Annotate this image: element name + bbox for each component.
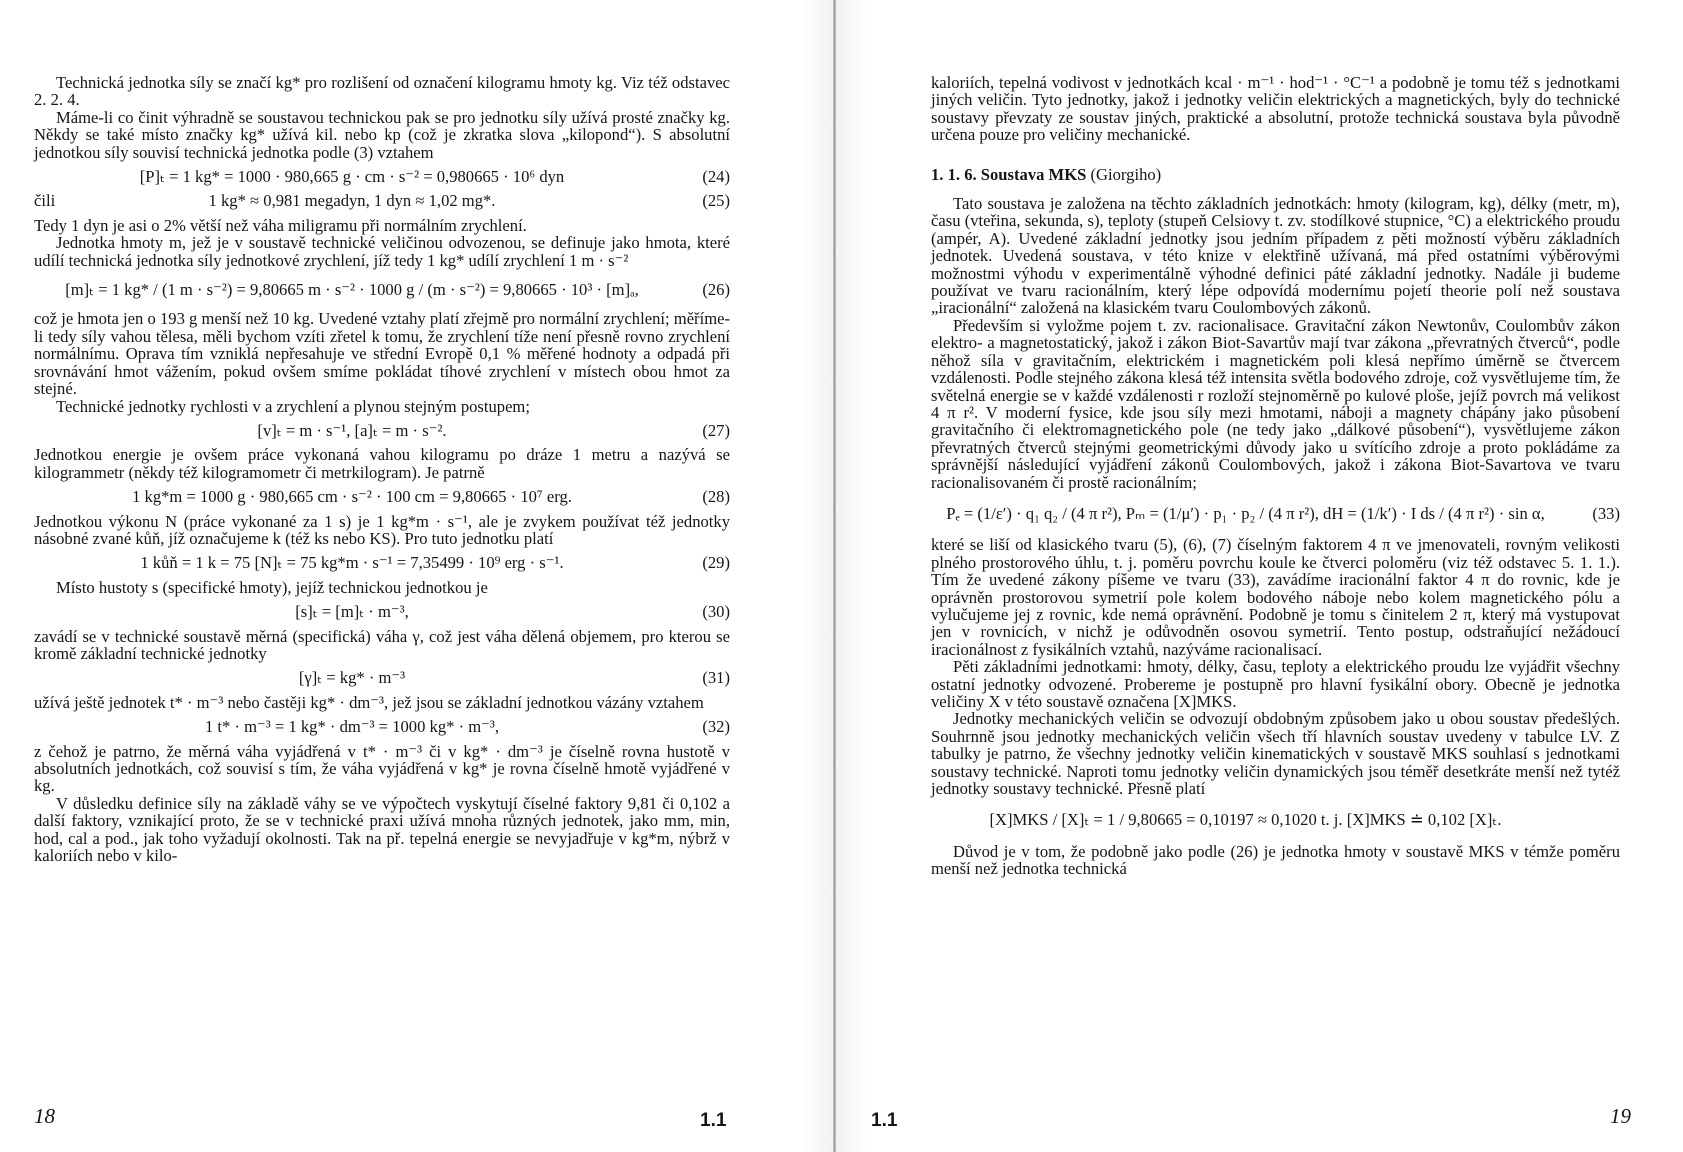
- section-mark: 1.1: [871, 1110, 898, 1131]
- equation-final: [931, 811, 1620, 828]
- equation-number: (28): [702, 487, 730, 507]
- equation-31: [34, 669, 730, 686]
- page-number: 18: [34, 1104, 55, 1128]
- paragraph: které se liší od klasického tvaru (5), (6), (7) číselným faktorem 4 π ve jmenovateli, rovným velikosti plného prostorového úhlu, t. j. poměru povrchu koule ke čtverci poloměru (viz též odstavec 5. 1. 1.). Tím že uvedené zákony píšeme ve tvaru (33), zavádíme iracionální faktor 4 π do rovnic, kde je oprávněn prostorovou symetrií pole kolem bodového náboje nebo kolem magnetického pólu a vylučujeme jej z rovnic, kde nemá oprávnění. Podobně je tomu s činitelem 2 π, který má vystupovat jen v rovnicích, v nichž je odůvodněn osovou symetrií. Tento postup, odstraňující nežádoucí iracionálnost z fysikálních vztahů, nazýváme racionalisací.: [931, 535, 1620, 659]
- equation-27: [34, 422, 730, 439]
- paragraph: Především si vyložme pojem t. zv. racionalisace. Gravitační zákon Newtonův, Coulombův zákon elektro- a magnetostatický, jakož i zákon Biot-Savartův mají tvar zákona „převratných čtverců“, podle něhož síla v gravitačním, elektrickém i magnetickém poli klesá nepřímo úměrně se čtvercem vzdálenosti. Podle stejného zákona klesá též intensita světla bodového zdroje, což vysvětlujeme tím, že světelná energie se v každé vzdálenosti r rozloží stejnoměrně po kulové ploše, jejíž povrch má velikost 4 π r². V moderní fysice, kde jsou síly mezi hmotami, náboji a magnety chápány jako působení gravitačního či elektromagnetického pole (ne tedy jako „dálkové působení“), vysvětlujeme zákon převratných čtverců stejnými geometrickými důvody jako u svítícího zdroje a proto pokládáme za správnější následující vyjádření zákonů Coulombových, jakož i zákona Biot-Savartova ve tvaru racionalisovaném či prostě racionálním;: [931, 315, 1620, 492]
- equation-33: [931, 505, 1620, 522]
- equation-body: Pₑ = (1/ε′) · q₁ q₂ / (4 π r²), Pₘ = (1/μ′) · p₁ · p₂ / (4 π r²), dH = (1/k′) · I ds / (4 π r²) · sin α,: [946, 503, 1545, 523]
- left-column: [34, 74, 730, 864]
- equation-32: [34, 718, 730, 735]
- paragraph: Tato soustava je založena na těchto základních jednotkách: hmoty (kilogram, kg), délky (metr, m), času (vteřina, sekunda, s), teploty (stupeň Celsiovy t. zv. stodílkové stupnice, °C) a elektrického proudu (ampér, A). Uvedené základní jednotky jsou jedním případem z pěti možností výběru základních jednotek. Uvedená soustava, v této knize v elektřině užívaná, má před ostatními výběrovými možnostmi výhodu v experimentálně výhodné definici páté základní jednotky. Nadále ji budeme používat ve tvaru racionálním, který lépe odpovídá modernímu pojetí theorie polí než soustava „iracionální“ založená na klasickém tvaru Coulombových zákonů.: [931, 194, 1620, 318]
- equation-24: [34, 168, 730, 185]
- equation-30: [34, 603, 730, 620]
- paragraph: což je hmota jen o 193 g menší než 10 kg. Uvedené vztahy platí zřejmě pro normální zrychlení; měříme-li tedy síly vahou tělesa, měli bychom vzíti zřetel k tomu, že zrychlení tíže není přesně rovno zrychlení normálnímu. Oprava tím vzniklá nepřesahuje ve střední Evropě 0,1 % měřené hodnoty a odpadá při srovnávání hmot vážením, pokud ovšem smíme pokládat tíhové zrychlení v místech obou hmot za stejné.: [34, 309, 730, 399]
- paragraph: Tedy 1 dyn je asi o 2% větší než váha miligramu při normálním zrychlení.: [34, 215, 527, 235]
- paragraph: Důvod je v tom, že podobně jako podle (26) je jednotka hmoty v soustavě MKS v témže poměru menší než jednotka technická: [931, 841, 1620, 879]
- right-page: [835, 0, 1683, 1152]
- equation-body: [γ]ₜ = kg* · m⁻³: [298, 668, 406, 688]
- equation-25: čili 1 kg* ≈ 0,981 megadyn, 1 dyn ≈ 1,02 mg*. (25): [34, 191, 730, 211]
- section-heading: [931, 166, 1620, 183]
- paragraph: Jednotky mechanických veličin se odvozují obdobným způsobem jako u obou soustav předešlých. Souhrnně jsou jednotky mechanických veličin všech tří hlavních soustav uvedeny v tabulce LV. Z tabulky je patrno, že všechny jednotky veličin kinematických v soustavě MKS souhlasí s jednotkami soustavy technické. Naproti tomu jednotky veličin dynamických jsou téměř desetkráte menší než tytéž jednotky soustavy technické. Přesně platí: [931, 709, 1620, 799]
- section-heading-author: (Giorgiho): [1090, 164, 1162, 184]
- equation-number: (27): [702, 420, 730, 440]
- section-mark: 1.1: [700, 1110, 727, 1131]
- equation-number: (25): [702, 191, 730, 211]
- equation-body: [v]ₜ = m · s⁻¹, [a]ₜ = m · s⁻².: [257, 420, 447, 440]
- left-page: [0, 0, 835, 1152]
- paragraph: Jednotka hmoty m, jež je v soustavě technické veličinou odvozenou, se definuje jako hmota, které udílí technická jednotka síly jednotkové zrychlení, jíž tedy 1 kg* udílí zrychlení 1 m · s⁻²: [34, 233, 730, 270]
- equation-number: (32): [702, 717, 730, 737]
- paragraph: Jednotkou výkonu N (práce vykonané za 1 s) je 1 kg*m · s⁻¹, ale je zvykem používat též jednotky násobné zvané kůň, jíž označujeme k (též ks nebo KS). Pro tuto jednotku platí: [34, 511, 730, 548]
- equation-number: (31): [702, 668, 730, 688]
- equation-number: (24): [702, 167, 730, 187]
- equation-body: [P]ₜ = 1 kg* = 1000 · 980,665 g · cm · s⁻² = 0,980665 · 10⁶ dyn: [139, 167, 565, 187]
- equation-body: 1 kg*m = 1000 g · 980,665 cm · s⁻² · 100 cm = 9,80665 · 10⁷ erg.: [132, 487, 572, 507]
- paragraph: Technické jednotky rychlosti v a zrychlení a plynou stejným postupem;: [56, 396, 530, 416]
- paragraph: zavádí se v technické soustavě měrná (specifická) váha γ, což jest váha dělená objemem, pro kterou se kromě základní technické jednotky: [34, 626, 730, 663]
- paragraph: Jednotkou energie je ovšem práce vykonaná vahou kilogramu po dráze 1 metru a nazývá se kilogrammetr (někdy též kilogramometr či metrkilogram). Je patrně: [34, 445, 730, 482]
- equation-body: [s]ₜ = [m]ₜ · m⁻³,: [295, 602, 409, 622]
- equation-28: [34, 488, 730, 505]
- equation-body: [X]MKS / [X]ₜ = 1 / 9,80665 = 0,10197 ≈ 0,1020 t. j. [X]MKS ≐ 0,102 [X]ₜ.: [989, 810, 1502, 830]
- equation-29: [34, 554, 730, 571]
- paragraph: Pěti základními jednotkami: hmoty, délky, času, teploty a elektrického proudu lze vyjádřit všechny ostatní jednotky odvozené. Probereme je postupně pro hlavní fysikální obory. Obecně je jednotka veličiny X v této soustavě označena [X]MKS.: [931, 657, 1620, 711]
- equation-number: (26): [702, 280, 730, 300]
- paragraph: Technická jednotka síly se značí kg* pro rozlišení od označení kilogramu hmoty kg. Viz též odstavec 2. 2. 4.: [34, 73, 730, 110]
- equation-number: (33): [1592, 503, 1620, 523]
- section-heading-title: 1. 1. 6. Soustava MKS: [931, 164, 1087, 184]
- paragraph: kaloriích, tepelná vodivost v jednotkách kcal · m⁻¹ · hod⁻¹ · °C⁻¹ a podobně je tomu též s jednotkami jiných veličin. Tyto jednotky, jakož i jednotky veličin elektrických a magnetických, byly do technické soustavy převzaty ze soustav jiných, praktické a absolutní, protože technická soustava byla původně určena pouze pro veličiny mechanické.: [931, 73, 1620, 145]
- paragraph: Místo hustoty s (specifické hmoty), jejíž technickou jednotkou je: [56, 577, 488, 597]
- paragraph: užívá ještě jednotek t* · m⁻³ nebo častěji kg* · dm⁻³, jež jsou se základní jednotkou vázány vztahem: [34, 692, 704, 712]
- equation-body: 1 kůň = 1 k = 75 [N]ₜ = 75 kg*m · s⁻¹ = 7,35499 · 10⁹ erg · s⁻¹.: [140, 553, 564, 573]
- right-column: [931, 74, 1620, 878]
- equation-26: [34, 281, 730, 298]
- equation-number: (29): [702, 553, 730, 573]
- paragraph: z čehož je patrno, že měrná váha vyjádřená v t* · m⁻³ či v kg* · dm⁻³ je číselně rovna hustotě v absolutních jednotkách, což souvisí s tím, že váha vyjádřená v kg* je rovna číselně hmotě vyjádřené v kg.: [34, 741, 730, 796]
- paragraph: V důsledku definice síly na základě váhy se ve výpočtech vyskytují číselné faktory 9,81 či 0,102 a další faktory, vznikající proto, že se v technické praxi užívá mnoha různých jednotek, jako mm, min, hod, cal a pod., jak toho vyžadují okolnosti. Tak na př. tepelná energie se nevyjadřuje v kg*m, nýbrž v kaloriích nebo v kilo-: [34, 793, 730, 866]
- paragraph: Máme-li co činit výhradně se soustavou technickou pak se pro jednotku síly užívá prosté značky kg. Někdy se také místo značky kg* užívá kil. nebo kp (což je zkratka slova „kilopond“). S absolutní jednotkou síly souvisí technická jednotka podle (3) vztahem: [34, 107, 730, 162]
- page-number: 19: [1610, 1104, 1631, 1128]
- equation-body: [m]ₜ = 1 kg* / (1 m · s⁻²) = 9,80665 m · s⁻² · 1000 g / (m · s⁻²) = 9,80665 · 10³ · [m]ₐ,: [65, 280, 639, 300]
- equation-body: 1 t* · m⁻³ = 1 kg* · dm⁻³ = 1000 kg* · m⁻³,: [204, 717, 500, 737]
- equation-body: 1 kg* ≈ 0,981 megadyn, 1 dyn ≈ 1,02 mg*.: [208, 191, 496, 211]
- equation-number: (30): [702, 602, 730, 622]
